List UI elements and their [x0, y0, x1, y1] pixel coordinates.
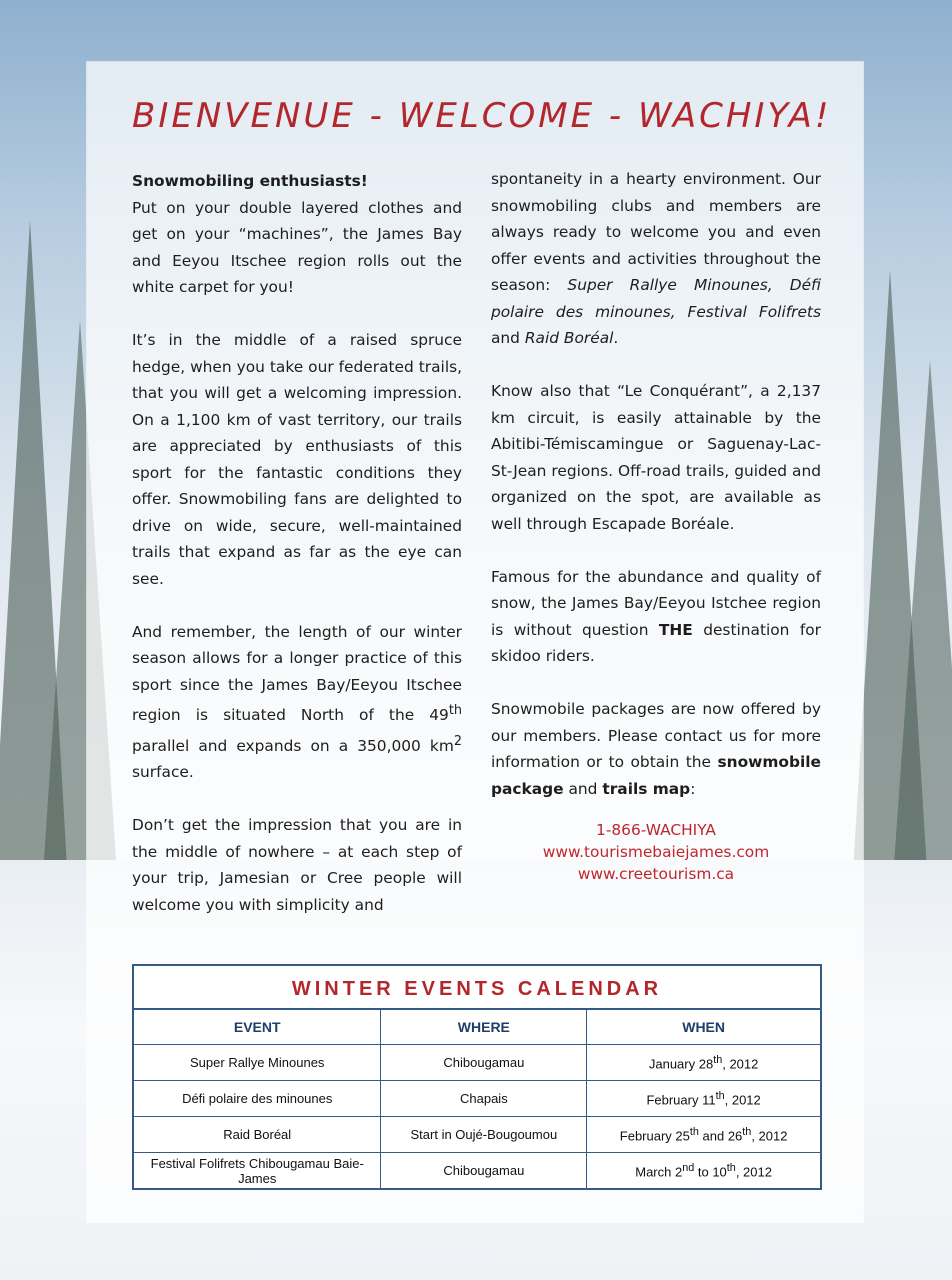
packages-end: : [690, 779, 696, 798]
where-cell: Chibougamau [381, 1045, 587, 1081]
table-row [134, 1045, 820, 1081]
when-cell [587, 1081, 820, 1117]
when-cell [587, 1153, 820, 1189]
when-sup: nd [682, 1161, 695, 1174]
packages-bold-2: trails map [602, 779, 691, 798]
when-text: , 2012 [724, 1092, 761, 1108]
intro-paragraph [132, 168, 462, 301]
table-row [134, 1081, 820, 1117]
packages-text: Snowmobile packages are now offered by our members. Please contact us for more information or to obtain the [491, 700, 821, 771]
intro-text: Put on your double layered clothes and get on your “machines”, the James Bay and Eeyou Itschee region rolls out the white carpet for you! [132, 198, 462, 296]
when-text: , 2012 [735, 1164, 772, 1180]
snow-bold: THE [658, 620, 693, 639]
table-row [134, 1117, 820, 1153]
when-cell [587, 1045, 820, 1081]
events-table [134, 1010, 820, 1188]
when-text: , 2012 [722, 1056, 759, 1072]
clubs-events-1: Super Rallye Minounes, Défi polaire des minounes, Festival Folifrets [491, 276, 821, 321]
snow-paragraph [491, 564, 821, 670]
when-text: to 10 [694, 1164, 727, 1180]
column-header-event: EVENT [134, 1010, 381, 1045]
when-sup: th [726, 1161, 736, 1174]
snow-text-b: destination for skidoo riders. [491, 620, 821, 665]
website-link-cree[interactable]: www.creetourism.ca [577, 864, 735, 883]
packages-bold-1: snowmobile package [491, 753, 821, 798]
event-cell: Défi polaire des minounes [134, 1081, 381, 1117]
where-cell: Chapais [381, 1081, 587, 1117]
season-sup-th: th [448, 703, 462, 718]
when-cell [587, 1117, 820, 1153]
when-text: and 26 [698, 1128, 743, 1144]
when-sup: th [715, 1089, 725, 1102]
season-text-c: surface. [132, 763, 194, 782]
website-link-tourism[interactable]: www.tourismebaiejames.com [542, 842, 770, 861]
clubs-events-2: Raid Boréal [524, 329, 614, 347]
table-row [134, 1153, 820, 1189]
left-column [132, 168, 462, 945]
when-sup: th [689, 1125, 699, 1138]
clubs-and: and [491, 329, 525, 347]
event-cell: Festival Folifrets Chibougamau Baie-James [134, 1153, 381, 1189]
season-paragraph [132, 619, 462, 786]
event-cell: Super Rallye Minounes [134, 1045, 381, 1081]
column-header-when: WHEN [587, 1010, 820, 1045]
phone-number[interactable]: 1-866-WACHIYA [596, 820, 716, 839]
when-text: February 11 [646, 1092, 716, 1108]
conquerant-paragraph: Know also that “Le Conquérant”, a 2,137 km circuit, is easily attainable by the Abitibi-Témiscamingue or Saguenay-Lac-St-Jean regions. Off-road trails, guided and organized on the spot, are available as well through Escapade Boréale. [491, 382, 821, 533]
events-calendar [132, 964, 822, 1190]
right-column [491, 166, 821, 885]
page-title: BIENVENUE - WELCOME - WACHIYA! [132, 96, 832, 136]
clubs-text: spontaneity in a hearty environment. Our snowmobiling clubs and members are always ready to welcome you and even offer events and activities throughout the season: [491, 170, 821, 294]
column-header-where: WHERE [381, 1010, 587, 1045]
event-cell: Raid Boréal [134, 1117, 381, 1153]
clubs-paragraph [491, 166, 821, 352]
clubs-end: . [613, 329, 619, 347]
intro-heading: Snowmobiling enthusiasts! [132, 172, 368, 190]
welcome-paragraph: Don’t get the impression that you are in the middle of nowhere – at each step of your trip, Jamesian or Cree people will welcome you with simplicity and [132, 816, 462, 914]
season-sup-2: 2 [453, 733, 462, 749]
where-cell: Start in Oujé-Bougoumou [381, 1117, 587, 1153]
season-text-a: And remember, the length of our winter season allows for a longer practice of this sport since the James Bay/Eeyou Itschee region is situated North of the 49 [132, 622, 462, 725]
packages-paragraph [491, 696, 821, 802]
when-text: January 28 [648, 1056, 714, 1072]
where-cell: Chibougamau [381, 1153, 587, 1189]
contact-block [491, 819, 821, 885]
calendar-title: WINTER EVENTS CALENDAR [134, 966, 820, 1010]
when-sup: th [742, 1125, 752, 1138]
table-header-row [134, 1010, 820, 1045]
season-text-b: parallel and expands on a 350,000 km [132, 736, 454, 755]
when-text: February 25 [619, 1128, 690, 1144]
trails-paragraph: It’s in the middle of a raised spruce hedge, when you take our federated trails, that you will get a welcoming impression. On a 1,100 km of vast territory, our trails are appreciated by enthusiasts of this sport for the fantastic conditions they offer. Snowmobiling fans are delighted to drive on wide, secure, well-maintained trails that expand as far as the eye can see. [132, 331, 462, 588]
when-text: , 2012 [751, 1128, 788, 1144]
when-text: March 2 [635, 1164, 683, 1180]
tree [890, 360, 952, 920]
snow-text-a: Famous for the abundance and quality of snow, the James Bay/Eeyou Istchee region is without question [491, 567, 821, 639]
packages-and: and [563, 779, 603, 798]
when-sup: th [713, 1053, 723, 1066]
